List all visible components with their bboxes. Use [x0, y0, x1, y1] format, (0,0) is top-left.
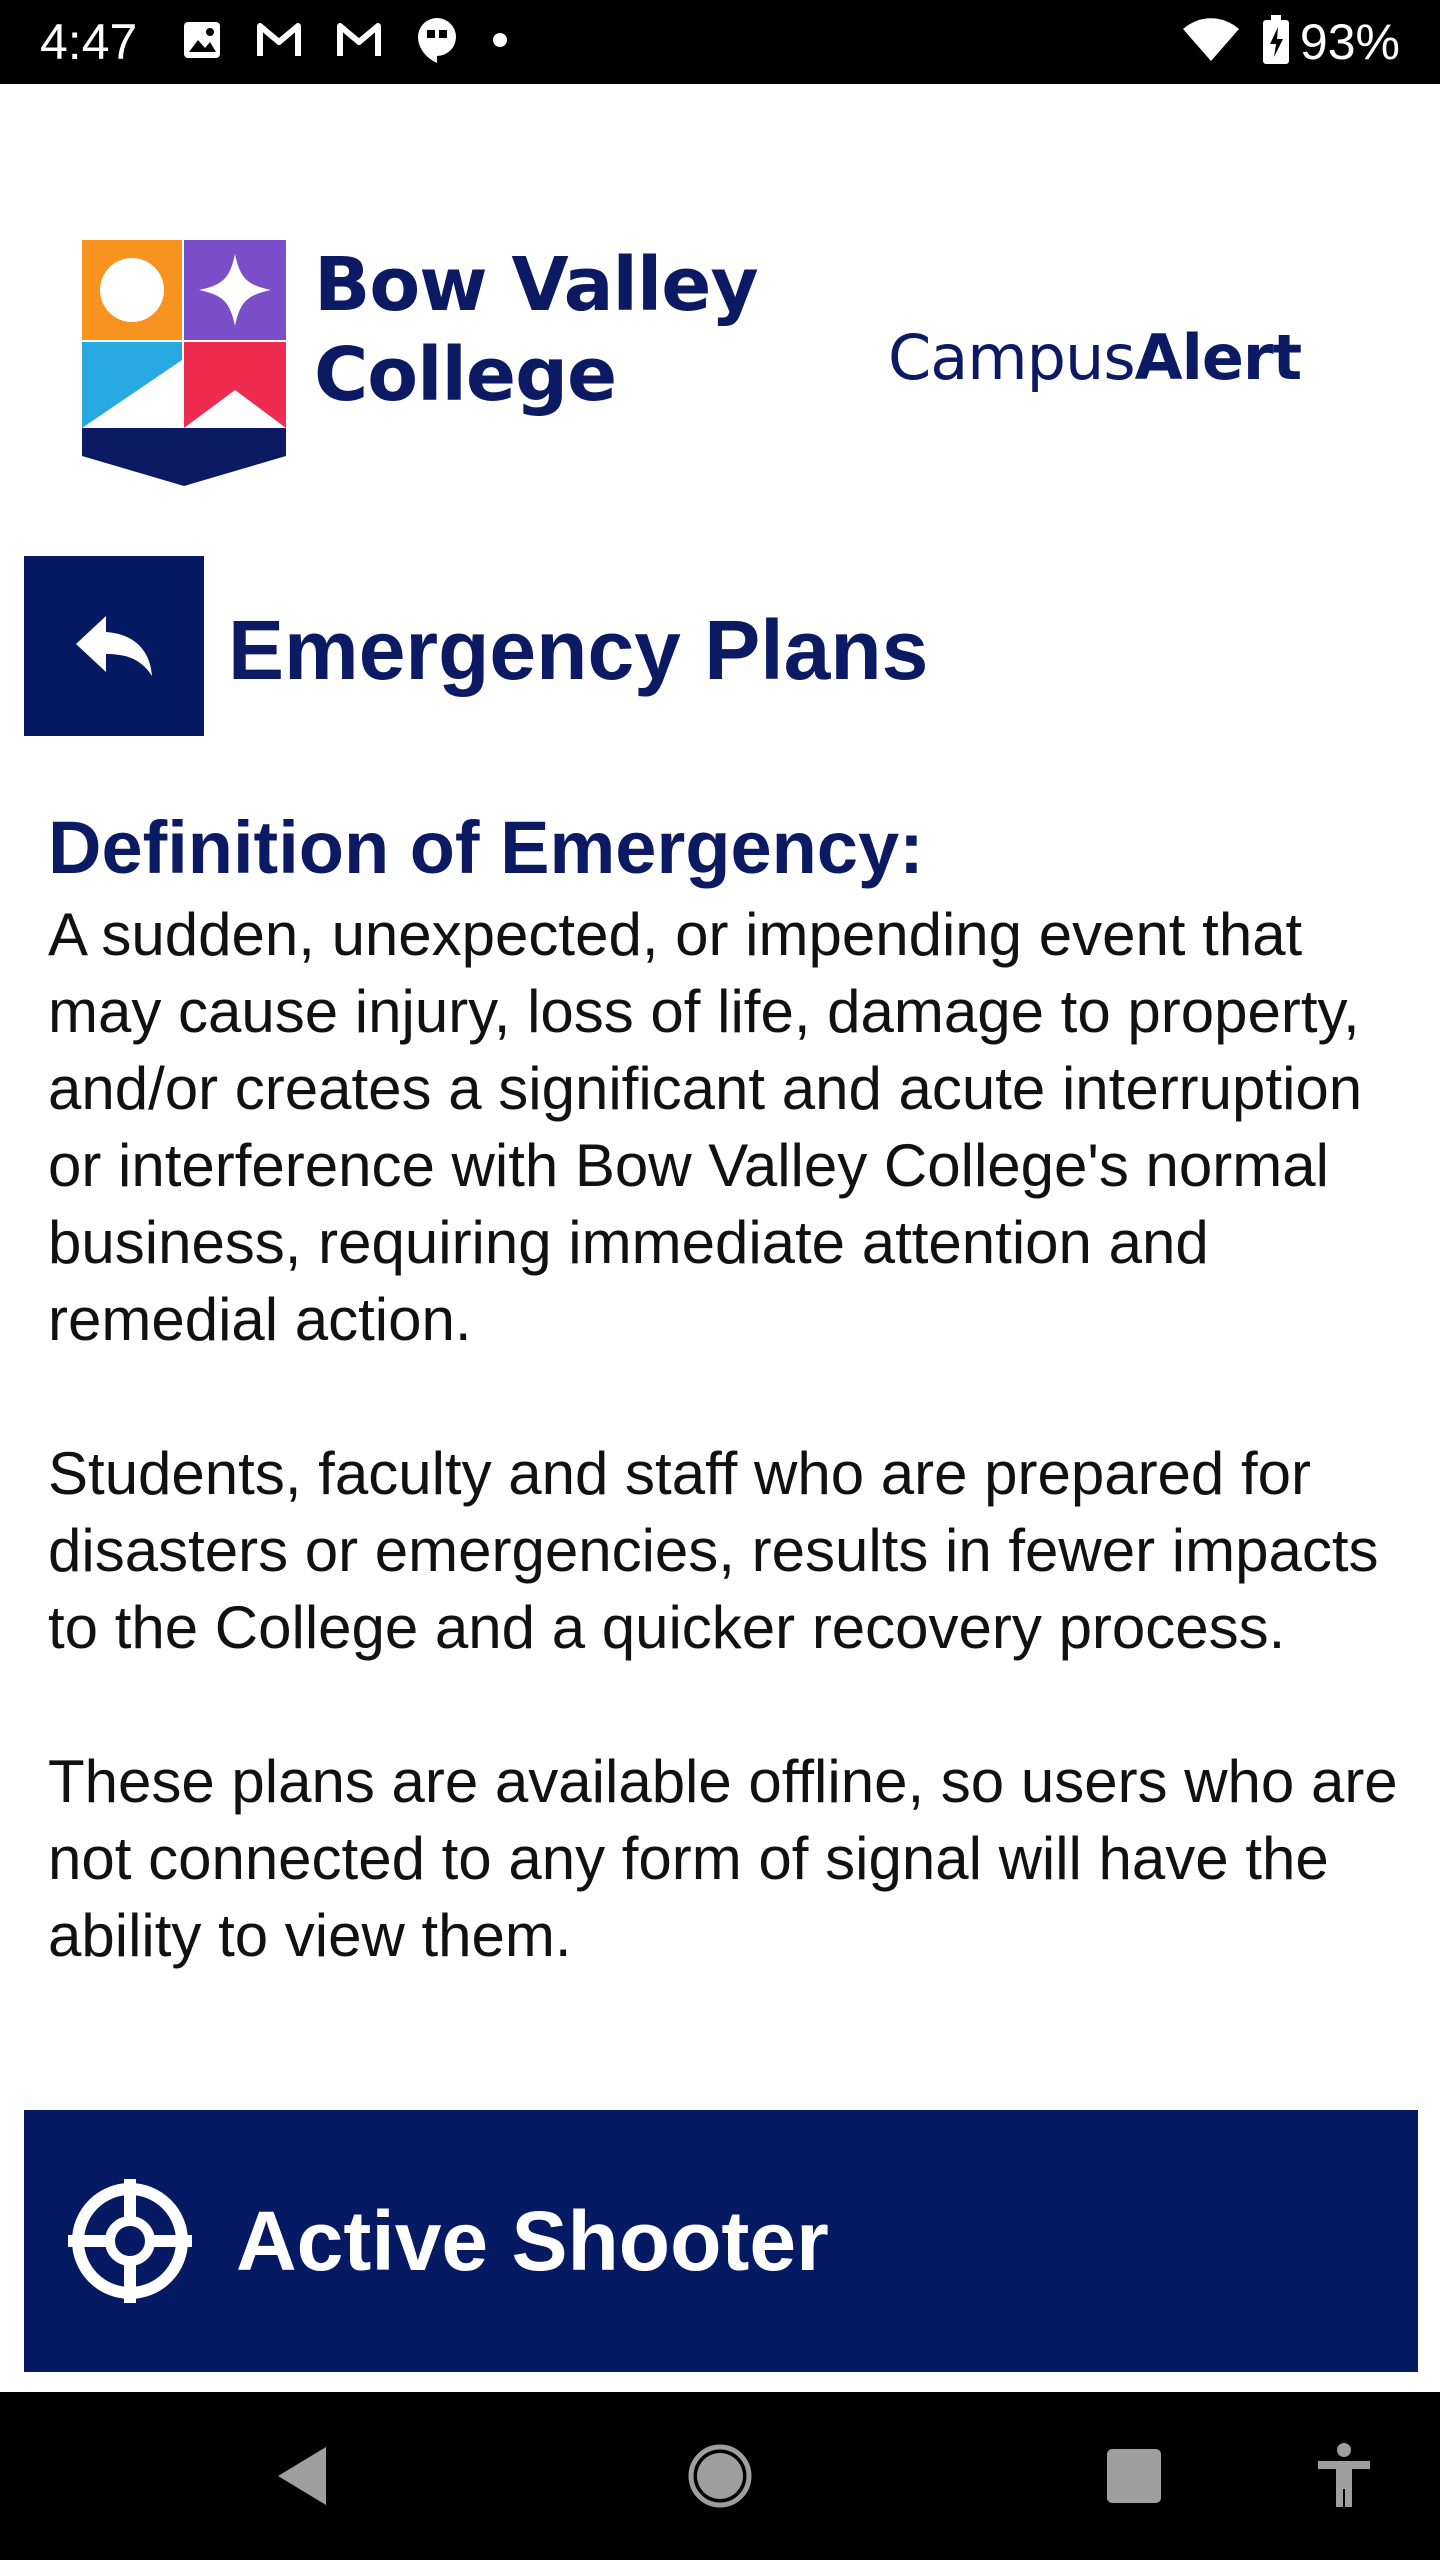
paragraph-definition: A sudden, unexpected, or impending event that may cause injury, loss of life, damage to property, and/or creates a significant and acute interruption or interference with Bow Valley College's normal business, requiring immediate attention and remedial action.	[48, 901, 1363, 1353]
paragraph-preparedness: Students, faculty and staff who are prepared for disasters or emergencies, results in fewer impacts to the College and a quicker recovery process.	[48, 1440, 1379, 1661]
back-button[interactable]	[24, 556, 204, 736]
college-shield-icon	[82, 240, 286, 486]
college-name	[314, 240, 758, 420]
gmail-icon	[256, 22, 302, 63]
navigation-bar	[0, 2392, 1440, 2560]
plan-label: Active Shooter	[236, 2194, 829, 2288]
nav-accessibility-button[interactable]	[1304, 2436, 1384, 2516]
crosshair-icon	[68, 2179, 192, 2303]
status-time: 4:47	[40, 14, 138, 70]
section-heading: Definition of Emergency:	[48, 806, 924, 889]
home-circle-icon	[687, 2443, 753, 2509]
bow-valley-college-logo	[82, 240, 772, 486]
plan-button-active-shooter[interactable]	[24, 2110, 1418, 2372]
notification-icons	[182, 20, 542, 64]
content-area	[48, 800, 1418, 2051]
campus-alert-logo	[888, 318, 1301, 398]
recents-square-icon	[1107, 2449, 1161, 2503]
image-icon	[182, 20, 222, 65]
dot-icon	[492, 32, 508, 53]
battery-percent: 93%	[1299, 14, 1400, 70]
page-title: Emergency Plans	[228, 603, 929, 697]
hangouts-icon	[416, 16, 458, 69]
system-icons	[1182, 14, 1400, 70]
campus-alert-suffix: Alert	[1134, 321, 1302, 394]
nav-home-button[interactable]	[680, 2436, 760, 2516]
campus-alert-prefix: Campus	[888, 321, 1135, 394]
accessibility-icon	[1316, 2443, 1372, 2509]
paragraph-offline: These plans are available offline, so users who are not connected to any form of signal will have the ability to view them.	[48, 1748, 1398, 1969]
gmail-icon	[336, 22, 382, 63]
nav-back-button[interactable]	[262, 2436, 342, 2516]
college-name-line-2: College	[314, 332, 617, 418]
back-triangle-icon	[274, 2445, 330, 2507]
nav-recents-button[interactable]	[1094, 2436, 1174, 2516]
wifi-icon	[1182, 17, 1240, 68]
status-bar	[0, 0, 1440, 84]
reply-arrow-icon	[72, 614, 156, 678]
battery-charging-icon	[1262, 15, 1290, 70]
college-name-line-1: Bow Valley	[314, 242, 758, 328]
